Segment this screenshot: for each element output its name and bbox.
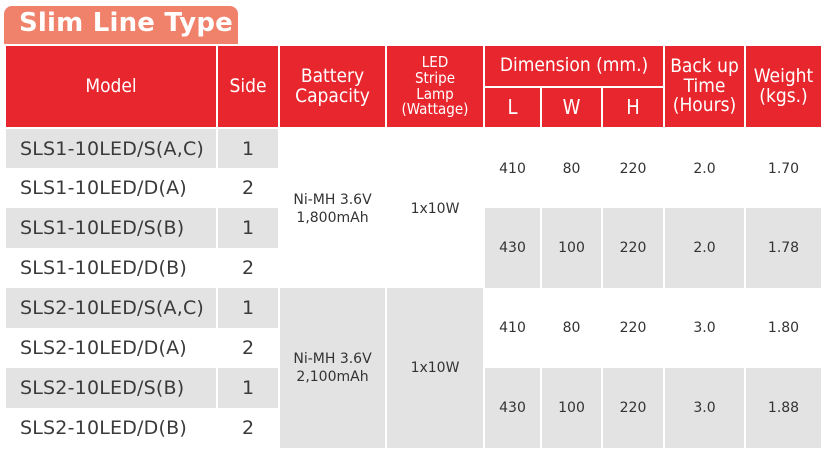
title-tab: [4, 6, 238, 44]
side-cell: 2: [217, 408, 279, 448]
battery-line2: 2,100mAh: [296, 369, 369, 385]
header-led-line2: Stripe: [414, 68, 456, 87]
weight-cell: 1.88: [745, 368, 822, 448]
model-cell: SLS1-10LED/D(B): [5, 248, 217, 288]
model-cell: SLS2-10LED/D(A): [5, 328, 217, 368]
led-cell: 1x10W: [386, 128, 484, 288]
model-cell: SLS1-10LED/S(A,C): [5, 128, 217, 168]
header-model: Model: [5, 45, 217, 128]
header-backup-time: [664, 45, 745, 128]
header-led-line3: Lamp: [416, 84, 454, 103]
battery-line1: Ni-MH 3.6V: [293, 351, 372, 367]
page-title: Slim Line Type: [19, 8, 234, 38]
battery-cell: [279, 128, 386, 288]
model-cell: SLS2-10LED/S(A,C): [5, 288, 217, 328]
dim-h-cell: 220: [602, 288, 664, 368]
table-row: [5, 288, 822, 328]
header-battery-line1: Battery: [300, 64, 365, 87]
backup-cell: 2.0: [664, 128, 745, 208]
header-backup-line2: Time: [683, 74, 726, 97]
side-cell: 2: [217, 328, 279, 368]
spec-table: [4, 44, 823, 448]
weight-cell: 1.78: [745, 208, 822, 288]
backup-cell: 3.0: [664, 368, 745, 448]
led-cell: 1x10W: [386, 288, 484, 448]
header-battery-line2: Capacity: [295, 84, 370, 107]
side-cell: 1: [217, 128, 279, 168]
table-row: [5, 128, 822, 168]
dim-h-cell: 220: [602, 368, 664, 448]
header-dim-h: H: [602, 87, 664, 128]
dim-w-cell: 100: [541, 368, 602, 448]
header-battery-capacity: [279, 45, 386, 128]
header-weight: [745, 45, 822, 128]
header-led-line4: (Wattage): [401, 100, 469, 119]
header-dim-l: L: [484, 87, 541, 128]
side-cell: 2: [217, 168, 279, 208]
weight-cell: 1.70: [745, 128, 822, 208]
dim-h-cell: 220: [602, 208, 664, 288]
header-side: Side: [217, 45, 279, 128]
header-backup-line3: (Hours): [672, 94, 737, 117]
battery-cell: [279, 288, 386, 448]
dim-l-cell: 410: [484, 288, 541, 368]
side-cell: 2: [217, 248, 279, 288]
header-led-wattage: [386, 45, 484, 128]
model-cell: SLS2-10LED/S(B): [5, 368, 217, 408]
backup-cell: 3.0: [664, 288, 745, 368]
dim-h-cell: 220: [602, 128, 664, 208]
model-cell: SLS1-10LED/S(B): [5, 208, 217, 248]
header-weight-line2: (kgs.): [759, 84, 808, 107]
dim-w-cell: 80: [541, 128, 602, 208]
header-dim-w: W: [541, 87, 602, 128]
dim-l-cell: 410: [484, 128, 541, 208]
battery-line1: Ni-MH 3.6V: [293, 191, 372, 208]
side-cell: 1: [217, 368, 279, 408]
battery-line2: 1,800mAh: [296, 209, 369, 226]
header-backup-line1: Back up: [670, 54, 739, 77]
dim-l-cell: 430: [484, 368, 541, 448]
dim-w-cell: 80: [541, 288, 602, 368]
backup-cell: 2.0: [664, 208, 745, 288]
side-cell: 1: [217, 288, 279, 328]
weight-cell: 1.80: [745, 288, 822, 368]
model-cell: SLS1-10LED/D(A): [5, 168, 217, 208]
dim-w-cell: 100: [541, 208, 602, 288]
header-led-line1: LED: [421, 53, 449, 71]
model-cell: SLS2-10LED/D(B): [5, 408, 217, 448]
side-cell: 1: [217, 208, 279, 248]
header-weight-line1: Weight: [753, 64, 814, 87]
header-dimension: Dimension (mm.): [484, 45, 664, 87]
dim-l-cell: 430: [484, 208, 541, 288]
